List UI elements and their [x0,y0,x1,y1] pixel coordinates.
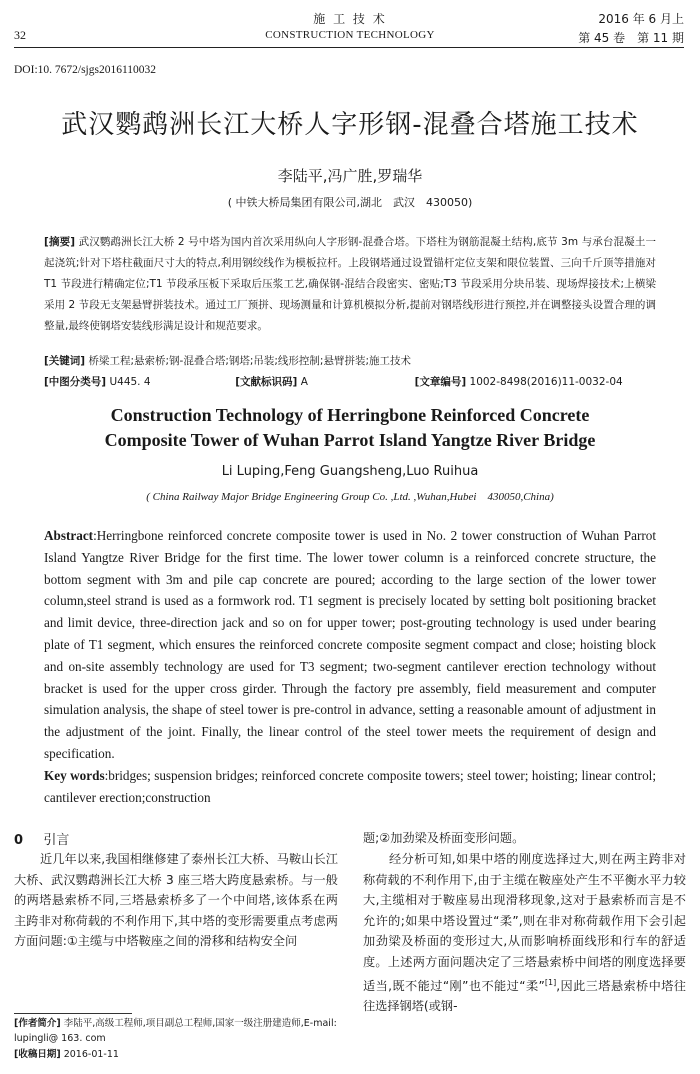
keywords-en-label: Key words [44,768,105,783]
issue-date: 2016 年 6 月上 [598,12,684,26]
journal-name-cn: 施 工 技 术 [313,12,387,26]
keywords-cn [44,351,656,372]
keywords-cn-label: [关键词] [44,355,86,367]
classification-line [44,372,656,393]
body-right-paragraph-2-end: ,因此三塔悬索桥中塔往往选择钢塔(或钢- [363,978,686,1014]
keywords-en-text: :bridges; suspension bridges; reinforced concrete composite towers; steel tower; hoisting; linear control; cantilever erection;construction [44,768,656,805]
title-cn: 武汉鹦鹉洲长江大桥人字形钢-混叠合塔施工技术 [61,110,639,140]
issue-volume: 第 45 卷 第 11 期 [578,31,684,45]
abstract-en-label: Abstract [44,528,94,543]
title-en-line1: Construction Technology of Herringbone Reinforced Concrete [110,405,590,425]
keywords-cn-text: 桥梁工程;悬索桥;钢-混叠合塔;钢塔;吊装;线形控制;悬臂拼装;施工技术 [88,355,412,367]
article-number-value: 1002-8498(2016)11-0032-04 [469,376,623,388]
article-number-label: [文章编号] [414,376,467,388]
doc-code-value: A [300,376,308,388]
keywords-en [44,765,656,809]
body-right-paragraph-2 [363,849,686,1017]
doi: DOI:10. 7672/sjgs2016110032 [14,64,157,76]
received-date-text: 2016-01-11 [63,1049,119,1060]
journal-name-en: CONSTRUCTION TECHNOLOGY [265,29,435,41]
title-en-line2: Composite Tower of Wuhan Parrot Island Yangtze River Bridge [104,430,596,450]
author-bio-label: [作者简介] [14,1018,61,1029]
affiliation-cn: ( 中铁大桥局集团有限公司,湖北 武汉 430050) [227,196,473,209]
authors-cn: 李陆平,冯广胜,罗瑞华 [277,167,423,185]
clc-value: U445. 4 [109,376,151,388]
section-heading [14,829,69,848]
footnote-rule [14,1013,132,1014]
page-number: 32 [14,28,26,42]
affiliation-en: ( China Railway Major Bridge Engineering Group Co. ,Ltd. ,Wuhan,Hubei 430050,China) [146,491,554,503]
section-heading-text: 引言 [43,833,70,848]
abstract-en-text: :Herringbone reinforced concrete composite tower is used in No. 2 tower construction of Wuhan Parrot Island Yangtze River Bridge for the first time. The lower tower column is a reinforced concrete structure, the bottom segment with 3m and pile cap concrete are poured; according to the large section of the lower tower column,steel strand is used as a formwork rod. T1 segment is precisely located by setting bolt positioning bracket and limit device, three-direction jack and so on for upper tower; post-grouting technology is used under bearing plate of T1 segment, which ensures the reinforced concrete composite segment compact and close; hoisting block and on-site assembly technology are used for T3 segment; two-segment cantilever erection technology without bracket is used for the upper cross girder. Through the factory pre assembly, field measurement and computer simulation analysis, the shape of steel tower is pre-control in advance, setting a reasonable amount of adjustment in the adjustment of the joint. Finally, the linear control of the steel tower meets the requirement of design and specification. [44,528,656,761]
abstract-cn-label: [摘要] [44,236,76,248]
author-bio [14,1016,344,1046]
header-rule [14,47,684,48]
reference-mark[interactable]: [1] [544,977,557,987]
body-right-paragraph-2-text: 经分析可知,如果中塔的刚度选择过大,则在两主跨非对称荷载的不利作用下,由于主缆在鞍座处产生不平衡水平力较大,主缆相对于鞍座易出现滑移现象,这对于悬索桥而言是不允许的;如果中塔设置过“柔”,则在非对称荷载作用下会引起加劲梁及桥面的变形过大,从而影响桥面线形和行车的舒适度。上述两方面问题决定了三塔悬索桥中间塔的刚度选择要适当,既不能过“刚”也不能过“柔” [363,852,686,993]
abstract-cn-text: 武汉鹦鹉洲长江大桥 2 号中塔为国内首次采用纵向人字形钢-混叠合塔。下塔柱为钢筋混凝土结构,底节 3m 与承台混凝土一起浇筑;针对下塔柱截面尺寸大的特点,利用钢绞线作为模板拉杆。上段钢塔通过设置锚杆定位支架和限位装置、三向千斤顶等措施对 T1 节段进行精确定位;T1 节段承压板下采取后压浆工艺,确保钢-混结合段密实、密贴;T3 节段采用分块吊装、现场焊接技术;上横梁采用 2 节段无支架悬臂拼装技术。通过工厂预拼、现场测量和计算机模拟分析,提前对钢塔线形进行预控,并在调整接头设置合理的调整量,最终使钢塔安装线形满足设计和规范要求。 [44,236,656,332]
received-date-label: [收稿日期] [14,1049,61,1060]
doc-code-label: [文献标识码] [235,376,298,388]
received-date [14,1047,344,1062]
authors-en: Li Luping,Feng Guangsheng,Luo Ruihua [221,464,479,479]
clc-label: [中图分类号] [44,376,107,388]
body-right-paragraph-1: 题;②加劲梁及桥面变形问题。 [363,831,525,845]
body-left-column: 近几年以来,我国相继修建了泰州长江大桥、马鞍山长江大桥、武汉鹦鹉洲长江大桥 3 座三塔大跨度悬索桥。与一般的两塔悬索桥不同,三塔悬索桥多了一个中间塔,该体系在两主跨非对称荷载的不利作用下,其中塔的变形需要重点考虑两方面问题:①主缆与中塔鞍座之间的滑移和结构安全问 [14,852,338,949]
abstract-cn [44,232,656,337]
author-bio-text: 李陆平,高级工程师,项目副总工程师,国家一级注册建造师,E-mail: lupingli@ 163. com [14,1018,337,1044]
section-heading-number: 0 [14,833,24,848]
abstract-en [44,525,656,765]
